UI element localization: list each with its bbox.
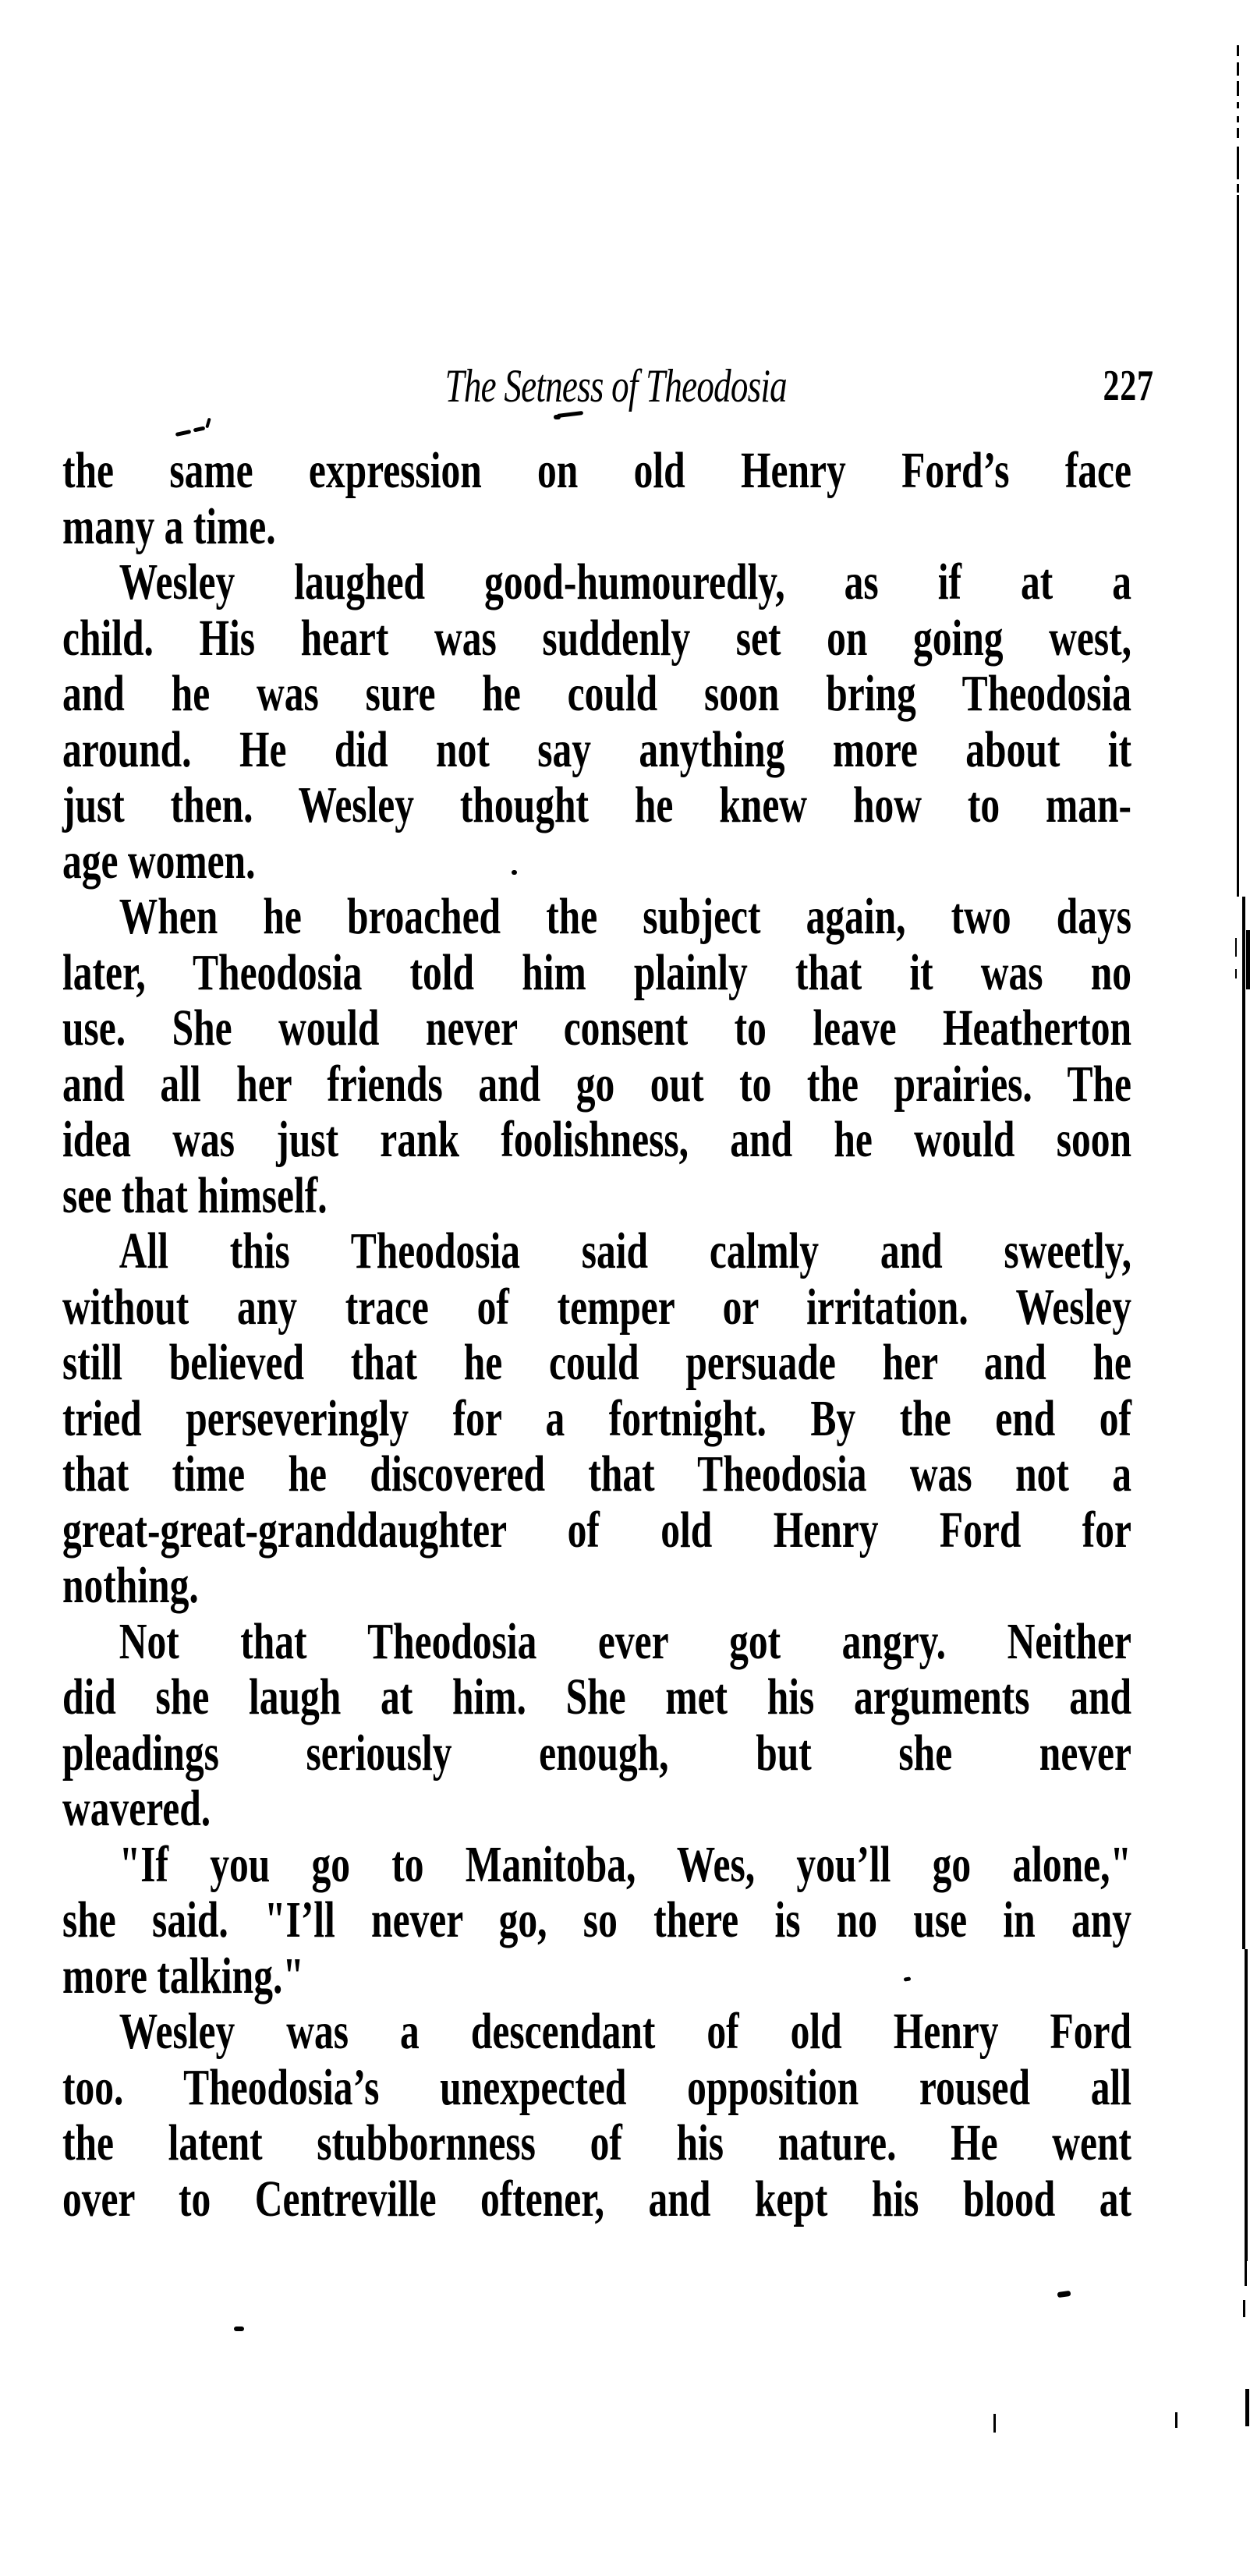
page-edge-line bbox=[1237, 102, 1239, 108]
text-line: use. She would never consent to leave Heatherton bbox=[62, 1000, 1131, 1056]
page-edge-line bbox=[1242, 897, 1245, 1949]
page-edge-line bbox=[1237, 184, 1239, 193]
page-edge-dash bbox=[1235, 938, 1237, 957]
text-line: pleadings seriously enough, but she never bbox=[62, 1724, 1131, 1782]
page-edge-line bbox=[1237, 128, 1239, 138]
text-line: more talking." bbox=[62, 1947, 304, 2005]
scan-mark-tick bbox=[1175, 2412, 1177, 2428]
text-line: great-great-granddaughter of old Henry Ford for bbox=[62, 1501, 1131, 1559]
text-line: idea was just rank foolishness, and he would soon bbox=[62, 1111, 1131, 1168]
text-line: just then. Wesley thought he knew how to man- bbox=[62, 777, 1131, 833]
chapter-title: The Setness of Theodosia bbox=[444, 360, 787, 412]
text-line: child. His heart was suddenly set on going west, bbox=[62, 609, 1131, 667]
text-line: see that himself. bbox=[62, 1166, 328, 1224]
paragraph bbox=[62, 889, 1131, 1223]
text-line: she said. "I’ll never go, so there is no use in any bbox=[62, 1891, 1131, 1948]
paragraph bbox=[62, 1223, 1131, 1614]
scan-mark-underline bbox=[554, 415, 561, 419]
paragraph bbox=[62, 443, 1131, 554]
text-line: without any trace of temper or irritation. Wesley bbox=[62, 1278, 1131, 1336]
text-line: around. He did not say anything more about it bbox=[62, 720, 1131, 778]
text-line: that time he discovered that Theodosia was not a bbox=[62, 1445, 1131, 1502]
page-edge-line bbox=[1243, 2300, 1245, 2317]
text-line: many a time. bbox=[62, 497, 276, 555]
page-edge-line bbox=[1245, 2261, 1247, 2286]
page-edge-line bbox=[1237, 45, 1239, 56]
running-head bbox=[0, 362, 1250, 424]
text-line: Not that Theodosia ever got angry. Neither bbox=[119, 1612, 1131, 1670]
text-line: and he was sure he could soon bring Theodosia bbox=[62, 665, 1131, 722]
text-line: When he broached the subject again, two days bbox=[119, 888, 1131, 945]
text-line: age women. bbox=[62, 832, 256, 890]
page-number: 227 bbox=[1103, 362, 1154, 410]
text-line: over to Centreville oftener, and kept his blood at bbox=[62, 2170, 1131, 2227]
body-text bbox=[62, 443, 1131, 2227]
text-line: nothing. bbox=[62, 1557, 199, 1614]
text-line: tried perseveringly for a fortnight. By the end of bbox=[62, 1389, 1131, 1447]
scan-mark-scribble bbox=[193, 426, 206, 432]
text-line: Wesley was a descendant of old Henry Ford bbox=[119, 2003, 1131, 2060]
paragraph bbox=[62, 554, 1131, 889]
page-edge-line bbox=[1237, 116, 1239, 122]
page-edge-sliver bbox=[1246, 930, 1250, 989]
page-edge-sliver bbox=[1245, 2389, 1249, 2426]
scan-mark-scribble bbox=[175, 430, 192, 437]
paragraph bbox=[62, 2004, 1131, 2227]
text-line: did she laugh at him. She met his arguments and bbox=[62, 1668, 1131, 1725]
page-edge-line bbox=[1245, 1949, 1248, 2261]
page-edge-line bbox=[1237, 195, 1239, 897]
text-line: Wesley laughed good-humouredly, as if at a bbox=[119, 554, 1131, 610]
scan-mark-dash bbox=[234, 2327, 244, 2331]
scan-mark-dot bbox=[512, 870, 517, 875]
page-edge-line bbox=[1237, 147, 1239, 179]
text-line: and all her friends and go out to the prairies. The bbox=[62, 1055, 1131, 1113]
text-line: too. Theodosia’s unexpected opposition roused all bbox=[62, 2058, 1131, 2116]
text-line: still believed that he could persuade her and he bbox=[62, 1334, 1131, 1391]
text-line: wavered. bbox=[62, 1780, 211, 1837]
text-line: the same expression on old Henry Ford’s face bbox=[62, 442, 1131, 499]
text-line: the latent stubbornness of his nature. He went bbox=[62, 2114, 1131, 2171]
page-edge-line bbox=[1237, 81, 1239, 96]
text-line: All this Theodosia said calmly and sweetly, bbox=[119, 1223, 1131, 1279]
scan-mark-dash bbox=[1057, 2291, 1071, 2298]
scan-mark-tick bbox=[993, 2414, 996, 2433]
text-line: later, Theodosia told him plainly that it was no bbox=[62, 943, 1131, 1001]
page-edge-dash bbox=[1235, 969, 1237, 978]
paragraph bbox=[62, 1614, 1131, 1837]
text-line: "If you go to Manitoba, Wes, you’ll go alone," bbox=[119, 1835, 1131, 1893]
paragraph bbox=[62, 1837, 1131, 2005]
page-edge-line bbox=[1237, 62, 1239, 76]
